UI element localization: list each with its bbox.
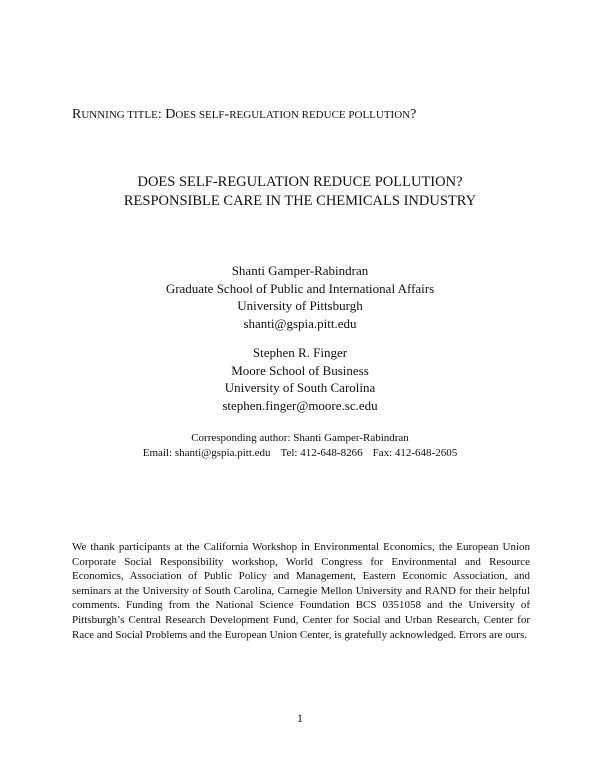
corresponding-author-label: Corresponding author: Shanti Gamper-Rabindran xyxy=(191,432,409,444)
acknowledgement-paragraph: We thank participants at the California Workshop in Environmental Economics, the European Union Corporate Social Responsibility workshop, World Congress for Environmental and Resource Economics, Association of Public Policy and Management, Eastern Economic Association, and seminars at the University of South Carolina, Carnegie Mellon University and RAND for their helpful comments. Funding from the National Science Foundation BCS 0351058 and the University of Pittsburgh’s Central Research Development Fund, Center for Social and Urban Research, Center for Race and Social Problems and the European Union Center, is gratefully acknowledged. Errors are ours. xyxy=(72,541,530,641)
author-email: shanti@gspia.pitt.edu xyxy=(243,315,357,331)
running-title-part-3: REGULATION REDUCE POLLUTION xyxy=(229,109,411,121)
author-name: Stephen R. Finger xyxy=(252,345,348,360)
paper-title xyxy=(0,173,600,211)
author-university: University of South Carolina xyxy=(224,380,376,395)
running-title-lead: R xyxy=(72,107,82,122)
contact-email: Email: shanti@gspia.pitt.edu xyxy=(142,447,271,459)
contact-line xyxy=(0,446,600,461)
author-email: stephen.finger@moore.sc.edu xyxy=(222,397,378,413)
corresponding-author xyxy=(0,431,600,461)
contact-fax: Fax: 412-648-2605 xyxy=(372,447,458,459)
author-block-2 xyxy=(0,344,600,414)
contact-tel: Tel: 412-648-8266 xyxy=(280,447,363,459)
author-name: Shanti Gamper-Rabindran xyxy=(231,263,369,278)
author-school: Moore School of Business xyxy=(231,362,369,378)
page-number: 1 xyxy=(297,711,303,725)
paper-title-line-1: DOES SELF-REGULATION REDUCE POLLUTION? xyxy=(137,174,463,190)
running-title-colon: : D xyxy=(157,107,176,122)
author-university: University of Pittsburgh xyxy=(237,298,363,313)
running-title-end: ? xyxy=(410,107,417,122)
running-title-part-1: UNNING TITLE xyxy=(81,109,158,121)
running-title xyxy=(72,106,416,123)
running-title-hyphen: - xyxy=(224,107,230,122)
running-title-part-2: OES SELF xyxy=(175,109,225,121)
paper-title-line-2: RESPONSIBLE CARE IN THE CHEMICALS INDUSTRY xyxy=(123,193,477,209)
author-school: Graduate School of Public and International Affairs xyxy=(165,280,435,296)
author-block-1 xyxy=(0,262,600,332)
